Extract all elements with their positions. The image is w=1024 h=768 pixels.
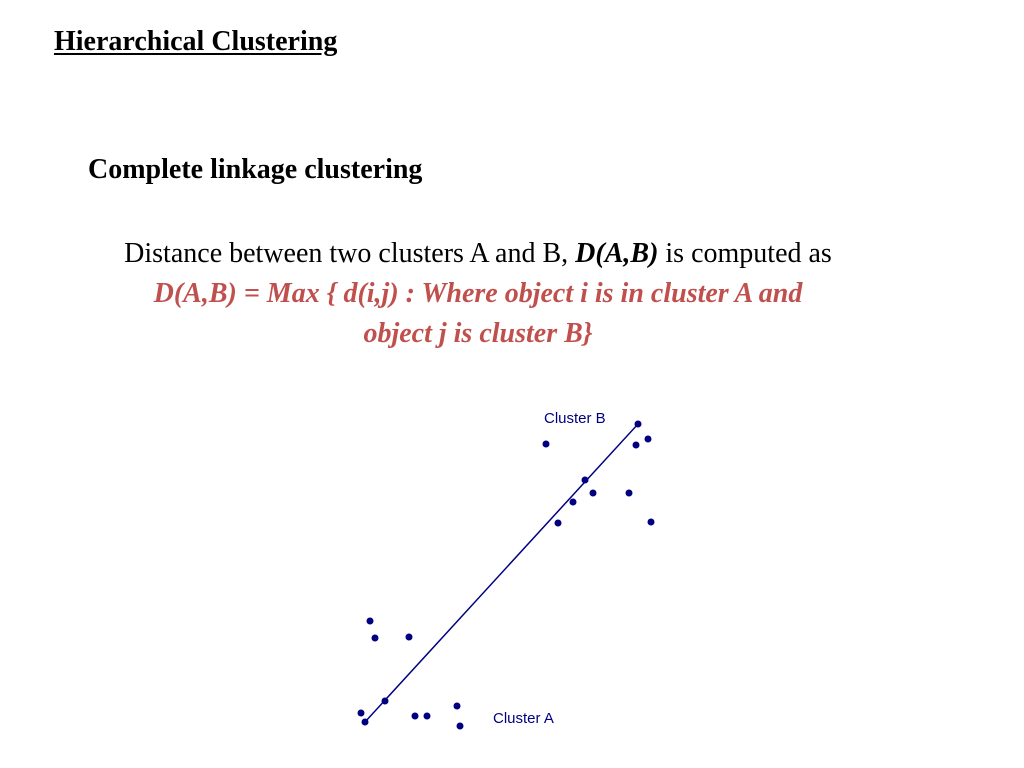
cluster-a-point: [382, 698, 389, 705]
definition-outro: is computed as: [658, 238, 832, 269]
cluster-b-point: [626, 490, 633, 497]
cluster-a-point: [372, 635, 379, 642]
definition-intro: Distance between two clusters A and B,: [124, 238, 576, 269]
subtitle: Complete linkage clustering: [88, 154, 423, 185]
cluster-a-point: [358, 710, 365, 717]
cluster-b-point: [570, 499, 577, 506]
cluster-b-point: [582, 477, 589, 484]
cluster-b-point: [648, 519, 655, 526]
cluster-b-point: [635, 421, 642, 428]
distance-symbol: D(A,B): [575, 238, 659, 269]
cluster-a-point: [457, 723, 464, 730]
cluster-b-point: [645, 436, 652, 443]
cluster-b-point: [543, 441, 550, 448]
cluster-b-point: [590, 490, 597, 497]
cluster-a-point: [454, 703, 461, 710]
cluster-a-point: [424, 713, 431, 720]
cluster-a-point: [412, 713, 419, 720]
max-distance-line: [365, 424, 638, 722]
cluster-a-point: [362, 719, 369, 726]
slide-title: Hierarchical Clustering: [54, 26, 338, 57]
formula-line-2: object j is cluster B}: [363, 318, 593, 349]
cluster-a-point: [406, 634, 413, 641]
cluster-a-point: [367, 618, 374, 625]
cluster-a-label: Cluster A: [493, 710, 554, 727]
formula-line-1: D(A,B) = Max { d(i,j) : Where object i is in cluster A and: [153, 278, 803, 309]
cluster-b-point: [633, 442, 640, 449]
cluster-b-point: [555, 520, 562, 527]
cluster-b-label: Cluster B: [544, 410, 606, 427]
